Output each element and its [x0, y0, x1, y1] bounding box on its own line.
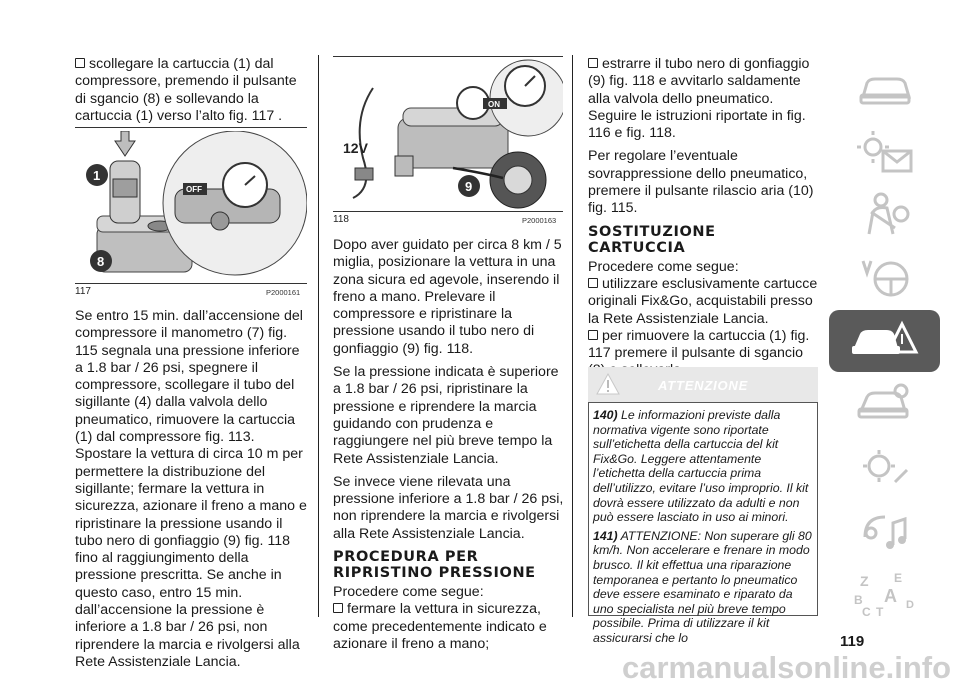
warning-header: [588, 367, 818, 402]
column-3-body: [588, 56, 820, 386]
step-remove-cartridge: scollegare la cartuccia (1) dal compressore, premendo il pulsante di sgancio (8) e sollevando la cartuccia (1) verso l’alto fig. 117 .: [75, 56, 307, 125]
index-letter-t: T: [875, 605, 883, 618]
warning-box: [588, 402, 818, 645]
overpressure-paragraph: Per regolare l’eventuale sovrappressione dello pneumatico, premere il pulsante rilascio aria (10) fig. 115.: [588, 148, 814, 217]
column-1-body: [75, 308, 310, 677]
step-original-cartridges: utilizzare esclusivamente cartucce originali Fix&Go, acquistabili presso la Rete Assistenziale Lancia.: [588, 276, 820, 328]
warning-note-141: [593, 529, 813, 646]
gear-wrench-icon: [857, 444, 913, 490]
column-divider-1: [318, 55, 319, 617]
volt-label: 12V: [343, 140, 368, 156]
alphabet-index-icon: [850, 568, 920, 618]
column-1-intro: [75, 56, 307, 131]
off-label: OFF: [186, 185, 202, 194]
tab-dashboard[interactable]: [829, 58, 940, 120]
warning-note-140: [593, 408, 813, 525]
tab-multimedia[interactable]: [829, 499, 940, 561]
index-letter-c: C: [861, 605, 871, 618]
tab-driving[interactable]: [829, 247, 940, 309]
satellite-music-icon: [857, 507, 913, 553]
seatbelt-person-icon: [857, 192, 913, 238]
column-divider-2: [572, 55, 573, 617]
car-icon: [857, 69, 913, 109]
figure-118-inflation-illustration: [333, 58, 563, 210]
note-number-141: 141): [593, 528, 618, 543]
index-letter-a: A: [883, 586, 897, 606]
callout-9: 9: [465, 179, 473, 194]
note-text-141: ATTENZIONE: Non superare gli 80 km/h. Non accelerare e frenare in modo brusco. Il kit effettua una riparazione temporanea e pertanto lo pneumatico deve essere esaminato e riparato da uno specialista nel più breve tempo possibile. Prima di utilizzare il kit assicurarsi che lo: [593, 528, 812, 645]
pressure-higher-paragraph: Se la pressione indicata è superiore a 1.8 bar / 26 psi, ripristinare la pressione e riprendere la marcia guidando con prudenza e raggiungere nel più breve tempo la Rete Assistenziale Lancia.: [333, 364, 559, 467]
callout-1: 1: [93, 168, 101, 183]
heading-line-1: PROCEDURA PER: [333, 549, 479, 566]
figure-117-compressor-illustration: [75, 131, 307, 281]
watermark: carmanualsonline.info: [622, 650, 952, 685]
tab-emergency[interactable]: [829, 310, 940, 372]
figure-117-number: 117: [75, 286, 91, 297]
figure-117-top-rule: [75, 127, 307, 128]
section-heading-restore-pressure: [333, 549, 565, 581]
figure-118-bottom-rule: [333, 211, 563, 212]
tab-technical-data[interactable]: [829, 436, 940, 498]
index-letter-e: E: [893, 571, 902, 585]
drive-and-check-paragraph: Dopo aver guidato per circa 8 km / 5 miglia, posizionare la vettura in una zona sicura ed agevole, inserendo il freno a mano. Prelevare il compressore e ripristinare la pressione usando il tubo nero di gonfiaggio (9) fig. 118.: [333, 237, 562, 357]
tab-safety[interactable]: [829, 184, 940, 246]
heading-line-2: RIPRISTINO PRESSIONE: [333, 565, 536, 582]
heading-line-1: SOSTITUZIONE: [588, 223, 716, 240]
car-breakdown-icon: [850, 318, 920, 364]
tab-index[interactable]: [829, 562, 940, 624]
car-service-icon: [857, 381, 913, 427]
note-text-140: Le informazioni previste dalla normativa vigente sono riportate sull’etichetta della cartuccia del kit Fix&Go. Leggere attentamente l’etichetta della cartuccia prima dell’utilizzo, evitare l’uso improprio. Il kit dovrà essere utilizzato da adulti e non può essere lasciato in uso ai minori.: [593, 408, 809, 525]
sun-message-icon: [857, 129, 913, 175]
note-number-140: 140): [593, 408, 618, 422]
retry-pressure-paragraph: Se entro 15 min. dall’accensione del compressore il manometro (7) fig. 115 segnala una pressione inferiore a 1.8 bar / 26 psi, spegnere il compressore, scollegare il tubo del sigillante (4) dalla valvola dello pneumatico, rimuovere la cartuccia (1) dal compressore fig. 113. Spostare la vettura di circa 10 m per permettere la distribuzione del sigillante; fermare la vettura in sicurezza, azionare il freno a mano e ripristinare la pressione usando il tubo nero di gonfiaggio (9) fig. 118 fino al raggiungimento della pressione prescritta. Se anche in questo caso, entro 15 min. dall’accensione la pressione è inferiore a 1.8 bar / 26 psi, non riprendere la marcia e rivolgersi alla Rete Assistenziale Lancia.: [75, 308, 307, 670]
procedure-intro: Procedere come segue:: [333, 584, 484, 601]
tab-warning-lights[interactable]: [829, 121, 940, 183]
figure-117-bottom-rule: [75, 283, 307, 284]
page-number: 119: [840, 633, 865, 650]
warning-title: ATTENZIONE: [658, 378, 749, 393]
index-letter-z: Z: [859, 573, 869, 589]
heading-line-2: CARTUCCIA: [588, 239, 686, 256]
figure-118-number: 118: [333, 214, 349, 225]
column-2-body: [333, 237, 565, 659]
pressure-lower-paragraph: Se invece viene rilevata una pressione inferiore a 1.8 bar / 26 psi, non riprendere la marcia e rivolgersi alla Rete Assistenziale Lancia.: [333, 473, 564, 542]
step-attach-hose: estrarre il tubo nero di gonfiaggio (9) fig. 118 e avvitarlo saldamente alla valvola dello pneumatico. Seguire le istruzioni riportate in fig. 116 e fig. 118.: [588, 56, 820, 142]
procedure-intro: Procedere come segue:: [588, 258, 739, 275]
figure-117-code: P2000161: [266, 288, 301, 297]
figure-118-code: P2000163: [522, 216, 557, 225]
step-release-cartridge: per rimuovere la cartuccia (1) fig. 117 premere il pulsante di sgancio: [588, 328, 820, 380]
callout-8: 8: [97, 254, 105, 269]
section-heading-replace-cartridge: [588, 224, 820, 256]
section-tabs: [829, 58, 940, 625]
index-letter-b: B: [853, 593, 863, 607]
tab-maintenance[interactable]: [829, 373, 940, 435]
on-label: ON: [488, 100, 500, 109]
warning-triangle-icon: [596, 373, 620, 395]
figure-118-top-rule: [333, 56, 563, 57]
steering-wheel-icon: [857, 255, 913, 301]
step-stop-vehicle: fermare la vettura in sicurezza, come precedentemente indicato e azionare il freno a mano;: [333, 601, 565, 653]
index-letter-d: D: [905, 599, 914, 611]
